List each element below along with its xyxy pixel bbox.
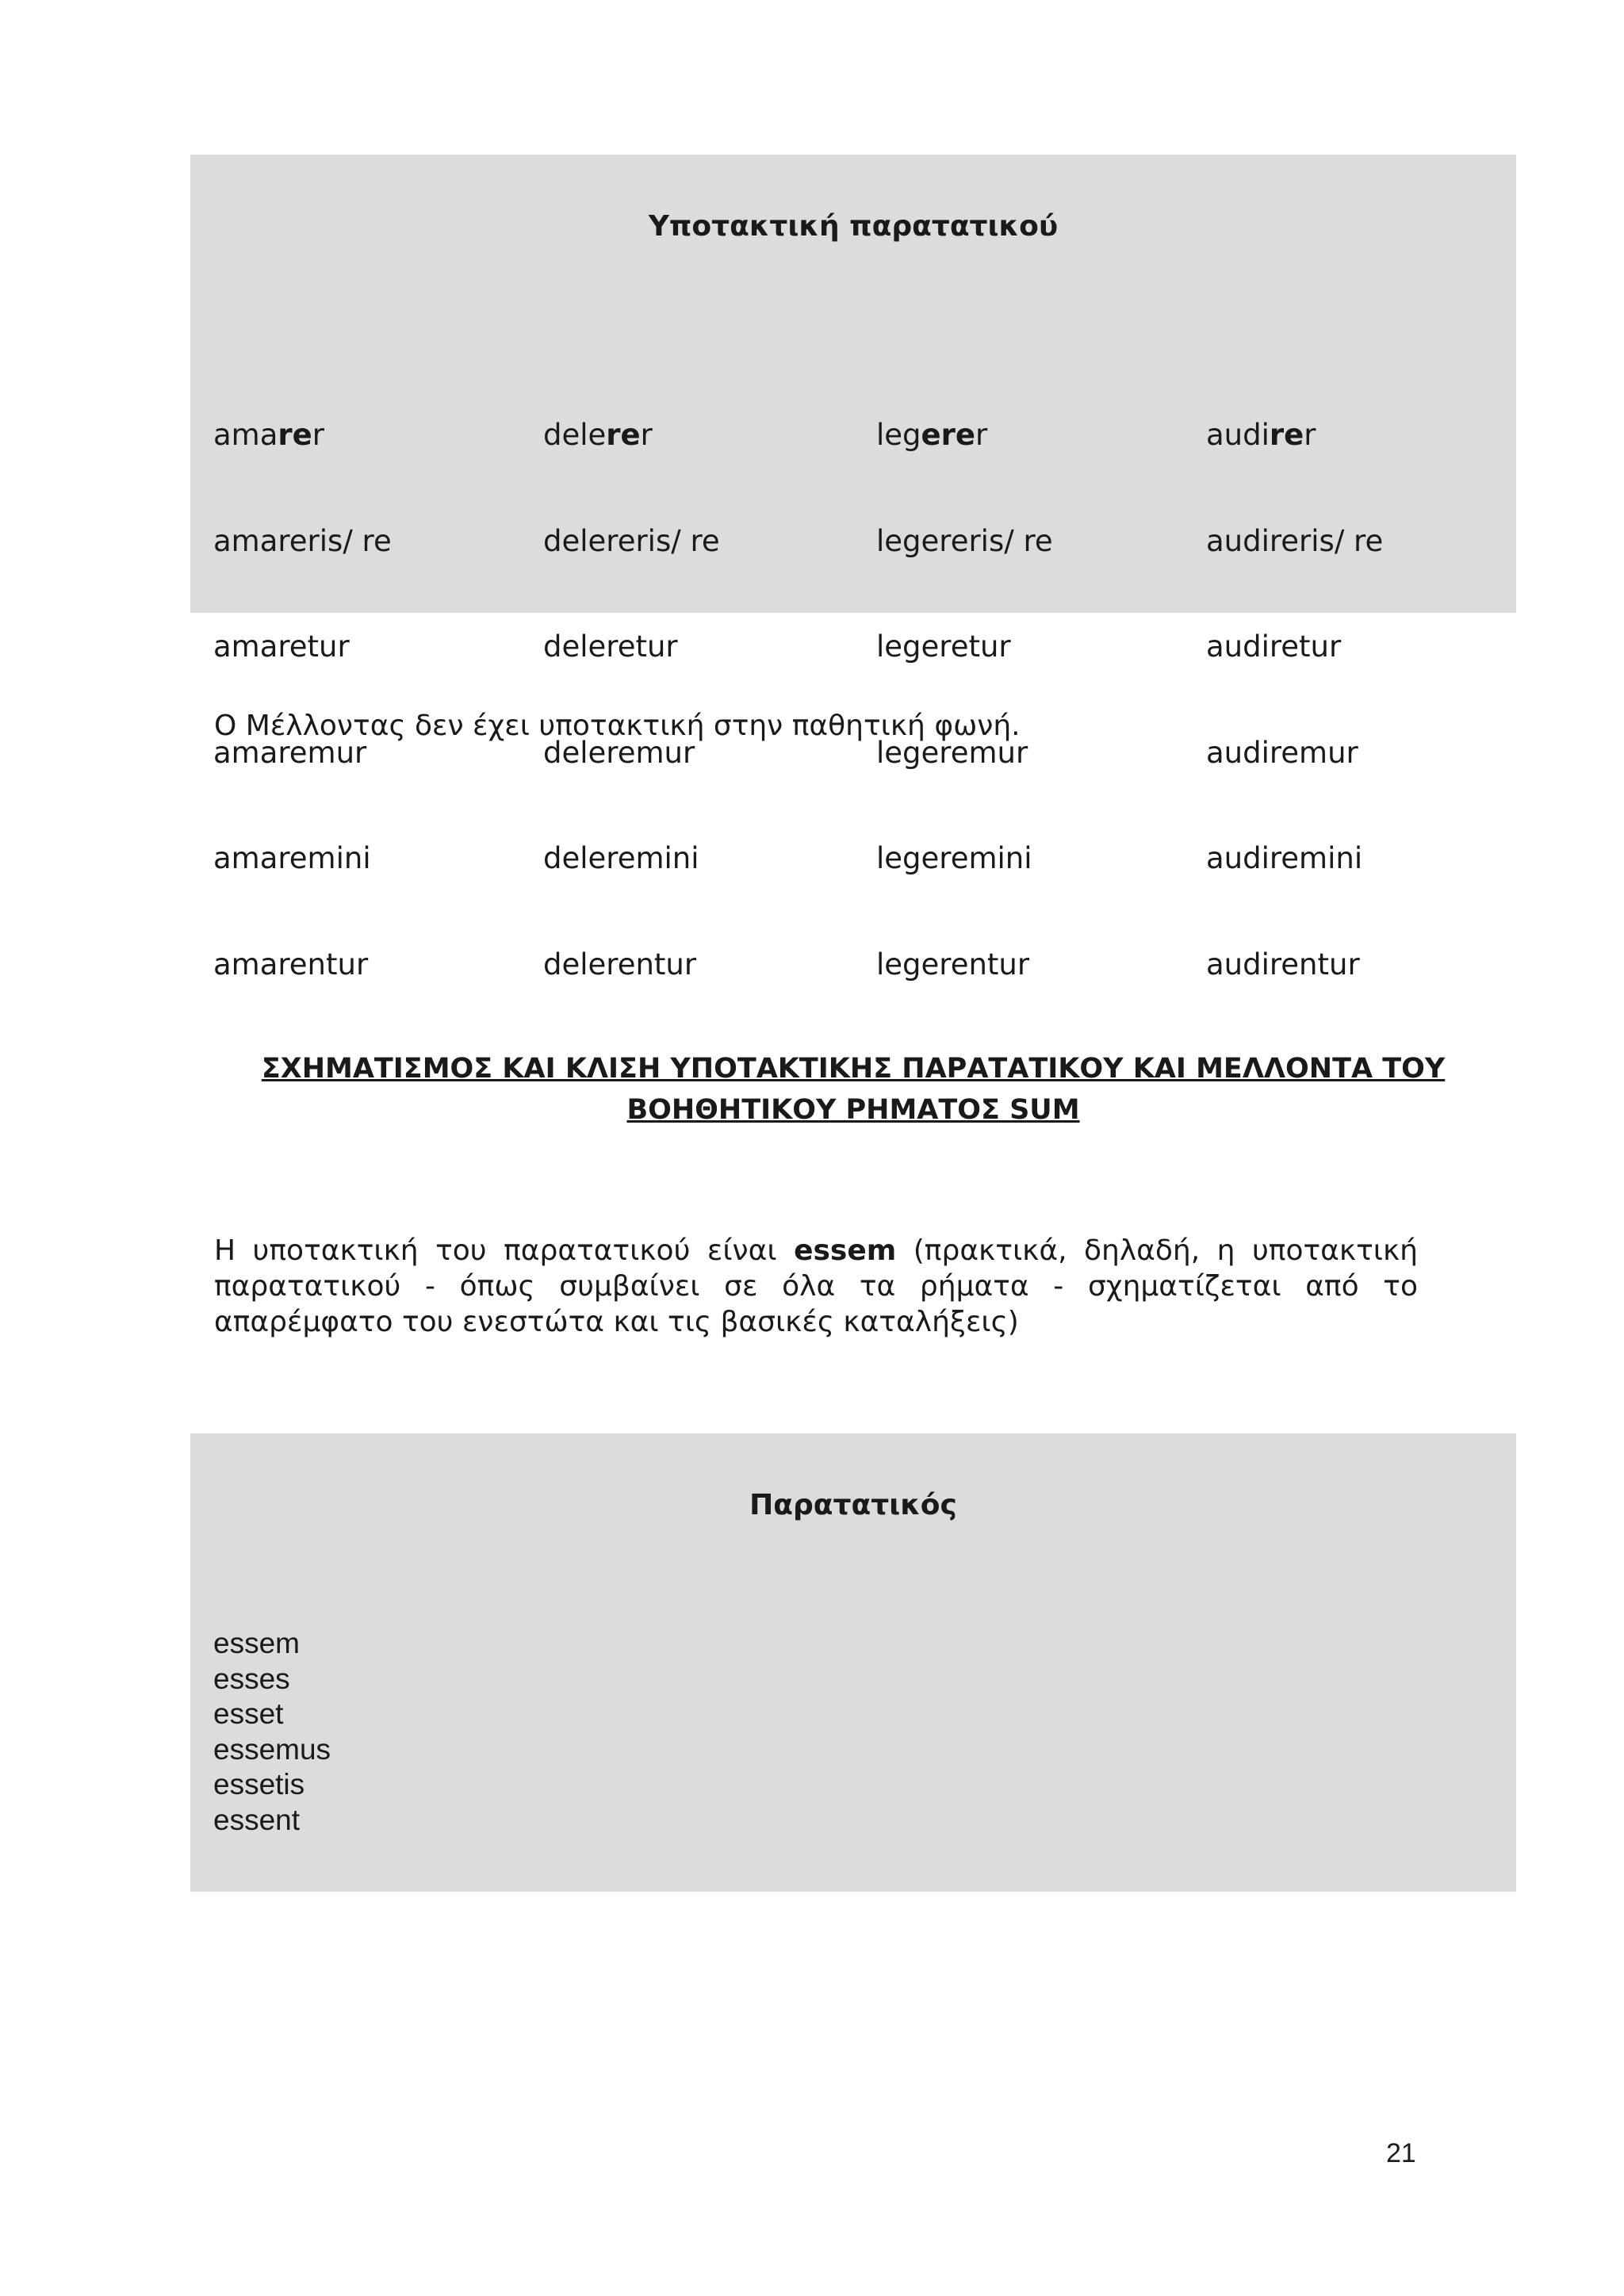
form: legeremini (876, 841, 1032, 875)
first-form: audirer (1206, 418, 1316, 452)
first-form: legerer (876, 418, 988, 452)
table-title: Παρατατικός (749, 1489, 957, 1521)
sum-imperfect-table (190, 1433, 1516, 1892)
page-number: 21 (1386, 2138, 1416, 2168)
form: essent (213, 1803, 301, 1836)
form: amaremini (213, 841, 371, 875)
first-form: delerer (543, 418, 653, 452)
form: deleremini (543, 841, 699, 875)
conjugation-column-delere (543, 347, 720, 1053)
heading-line-1: ΣΧΗΜΑΤΙΣΜΟΣ ΚΑΙ ΚΛΙΣΗ ΥΠΟΤΑΚΤΙΚΗΣ ΠΑΡΑΤΑΤΙΚΟΥ ΚΑΙ ΜΕΛΛΟΝΤΑ ΤΟΥ (261, 1053, 1446, 1085)
form: amaretur (213, 629, 350, 664)
form: deleremur (543, 735, 695, 770)
form: amareris/ re (213, 523, 392, 558)
form: essem (213, 1627, 300, 1659)
form: delerentur (543, 947, 697, 982)
table-title: Υποτακτική παρατατικού (648, 210, 1059, 243)
form: audiretur (1206, 629, 1342, 664)
form: legereris/ re (876, 523, 1053, 558)
form: legeremur (876, 735, 1028, 770)
form: audirentur (1206, 947, 1360, 982)
form: audiremini (1206, 841, 1363, 875)
form: essemus (213, 1732, 331, 1766)
heading-line-2: ΒΟΗΘΗΤΙΚΟΥ ΡΗΜΑΤΟΣ SUM (626, 1094, 1080, 1126)
section-heading (190, 1048, 1516, 1131)
form: legerentur (876, 947, 1030, 982)
future-note: Ο Μέλλοντας δεν έχει υποτακτική στην παθητική φωνή. (214, 710, 1021, 742)
form: audireris/ re (1206, 523, 1384, 558)
form: amaremur (213, 735, 367, 770)
form: deleretur (543, 629, 678, 664)
conjugation-column-legere (876, 347, 1053, 1053)
essem-term: essem (794, 1234, 897, 1267)
form: legeretur (876, 629, 1011, 664)
conjugation-column-audire (1206, 347, 1383, 1053)
form: esset (213, 1697, 284, 1730)
explanation-paragraph: Η υποτακτική του παρατατικού είναι essem (πρακτικά, δηλαδή, η υποτακτική παρατατικού - όπως συμβαίνει σε όλα τα ρήματα - σχηματίζεται από το απαρέμφατο του ενεστώτα και τις βασικές καταλήξεις) (214, 1234, 1418, 1338)
conjugation-column-amare (213, 347, 392, 1053)
essem-forms-list (213, 1626, 331, 1838)
first-form: amarer (213, 418, 324, 452)
form: amarentur (213, 947, 369, 982)
form: audiremur (1206, 735, 1358, 770)
form: esses (213, 1662, 290, 1695)
form: delereris/ re (543, 523, 720, 558)
form: essetis (213, 1768, 305, 1800)
